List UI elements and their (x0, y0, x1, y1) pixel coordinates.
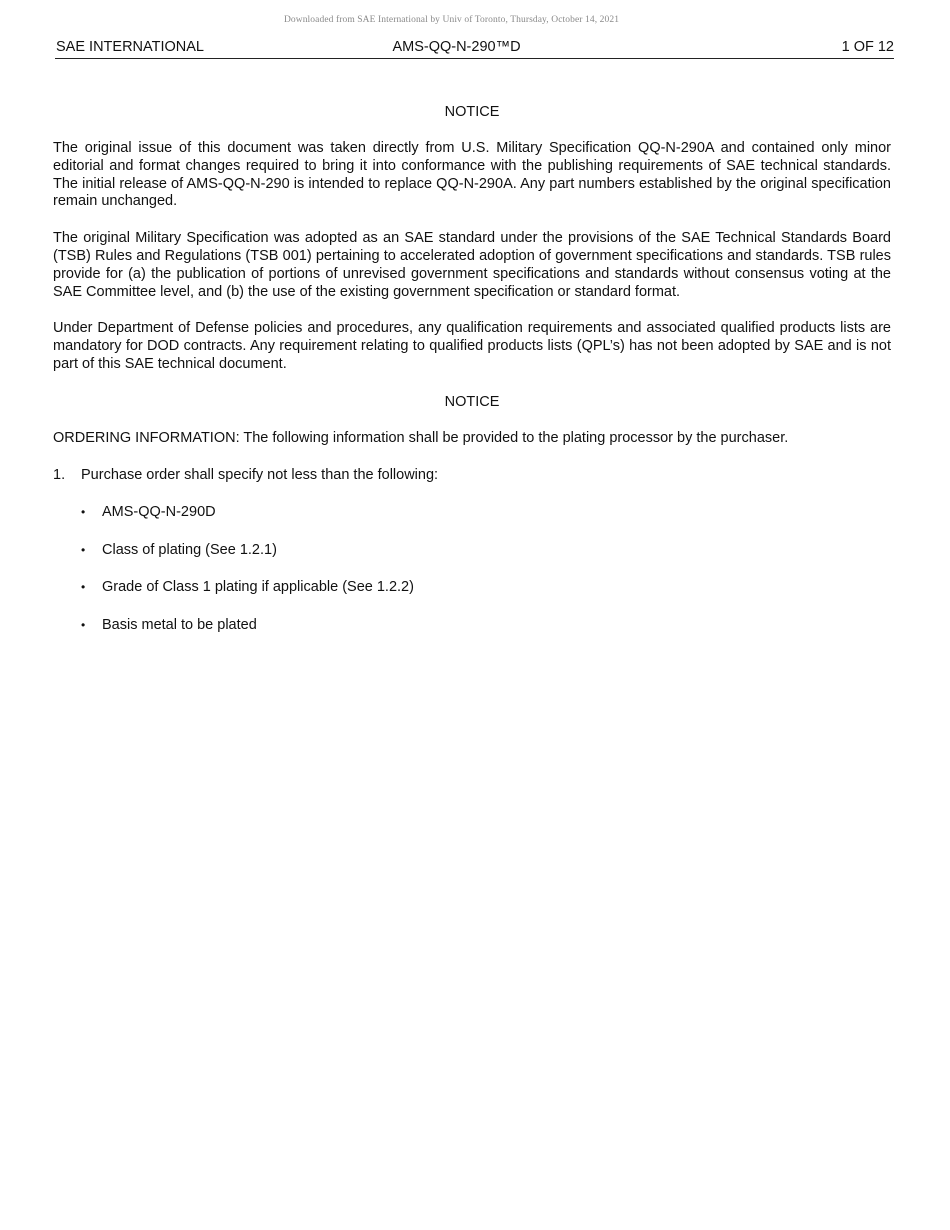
notice-heading: NOTICE (444, 104, 500, 120)
paragraph-dod-policy: Under Department of Defense policies and procedures, any qualification requirements and associated qualified products lists are mandatory for DOD contracts. Any requirement relating to qualified products lists (QPL’s) has not been adopted by SAE and is not part of this SAE technical document. (53, 320, 891, 372)
notice-heading-second: NOTICE (444, 393, 500, 410)
list-item (53, 503, 891, 521)
list-item (53, 541, 891, 559)
list-item (53, 578, 891, 596)
numbered-item (53, 467, 891, 485)
page-header (55, 38, 894, 59)
list-item-text: Grade of Class 1 plating if applicable (See 1.2.2) (102, 579, 414, 596)
document-body (53, 103, 891, 653)
item-text: Purchase order shall specify not less than the following: (81, 466, 439, 483)
download-banner: Downloaded from SAE International by Univ of Toronto, Thursday, October 14, 2021 (283, 15, 620, 25)
paragraph-original-issue: The original issue of this document was taken directly from U.S. Military Specification QQ-N-290A and contained only minor editorial and format changes required to bring it into conformance with the publishing requirements of SAE technical standards. The initial release of AMS-QQ-N-290 is intended to replace QQ-N-290A. Any part numbers established by the original specification remain unchanged. (53, 140, 891, 210)
list-item-text: AMS-QQ-N-290D (102, 504, 216, 521)
list-item (53, 616, 891, 634)
bullet-icon: • (81, 505, 86, 520)
header-page-number: 1 OF 12 (841, 39, 894, 55)
bullet-icon: • (81, 580, 86, 595)
ordering-information: ORDERING INFORMATION: The following information shall be provided to the plating processor by the purchaser. (53, 429, 789, 446)
bullet-icon: • (81, 542, 86, 557)
bullet-list (53, 503, 891, 634)
bullet-icon: • (81, 617, 86, 632)
header-organization: SAE INTERNATIONAL (56, 39, 204, 55)
item-number: 1. (53, 466, 66, 483)
list-item-text: Class of plating (See 1.2.1) (102, 541, 277, 558)
list-item-text: Basis metal to be plated (102, 616, 257, 633)
header-document-number: AMS-QQ-N-290™D (392, 39, 521, 55)
paragraph-tsb-adoption: The original Military Specification was adopted as an SAE standard under the provisions of the SAE Technical Standards Board (TSB) Rules and Regulations (TSB 001) pertaining to accelerated adoption of government specifications and standards. TSB rules provide for (a) the publication of portions of unrevised government specifications and standards without consensus voting at the SAE Committee level, and (b) the use of the existing government specification or standard format. (53, 230, 891, 300)
